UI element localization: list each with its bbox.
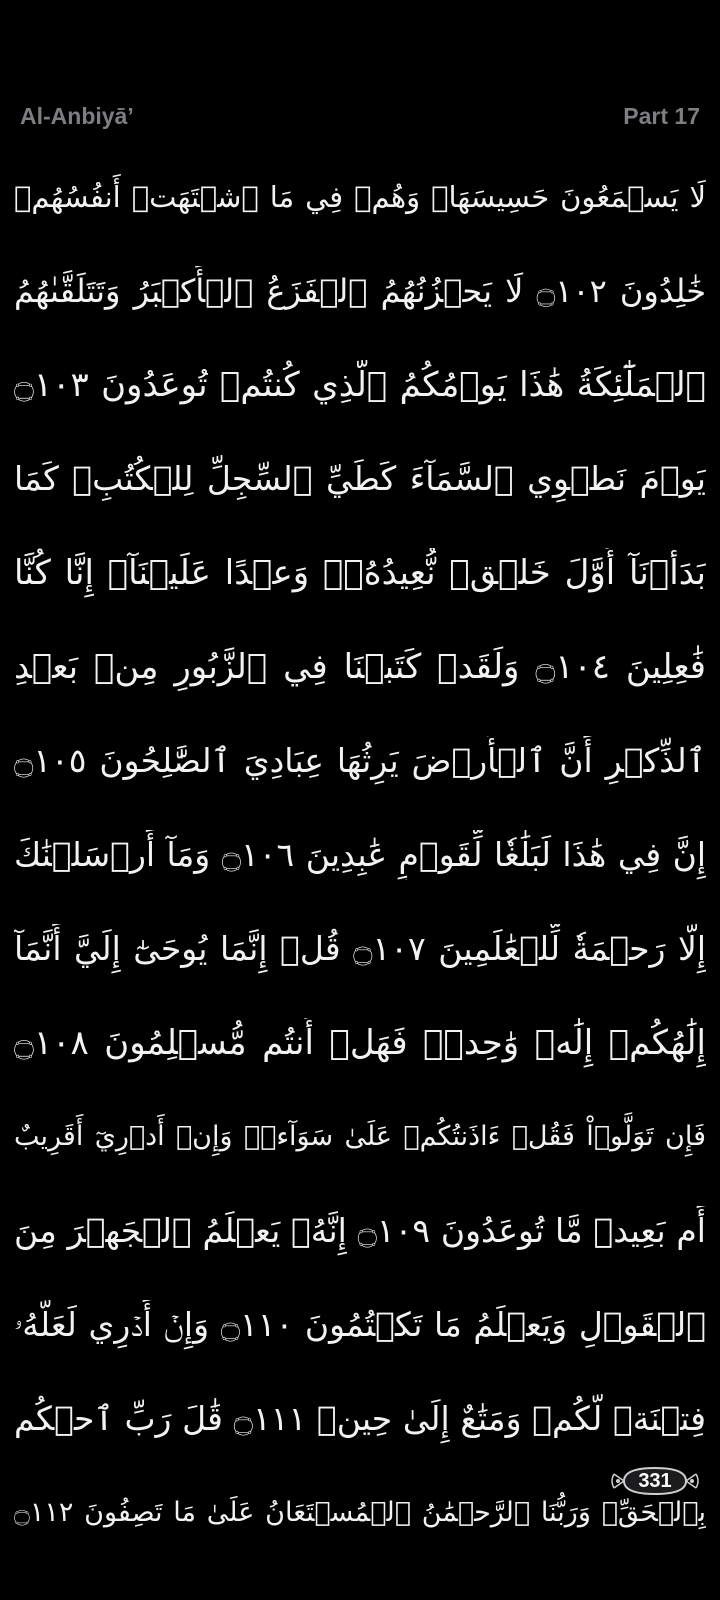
text-line [14, 620, 706, 714]
line-text: إِلَّا رَحۡمَةٗ لِّلۡعَٰلَمِينَ ۝١٠٧ قُلۡ إِنَّمَا يُوحَىٰٓ إِلَيَّ أَنَّمَآ [14, 929, 706, 968]
page-number: 331 [638, 1470, 672, 1492]
line-text: لَا يَسۡمَعُونَ حَسِيسَهَاۖ وَهُمۡ فِي مَا ٱشۡتَهَتۡ أَنفُسُهُمۡ [14, 180, 706, 214]
text-line [14, 244, 706, 338]
surah-name: Al-Anbiyā’ [20, 102, 134, 129]
text-line [14, 1184, 706, 1278]
part-label: Part 17 [623, 102, 700, 129]
line-text: إِنَّ فِي هَٰذَا لَبَلَٰغٗا لِّقَوۡمٍ عَٰبِدِينَ ۝١٠٦ وَمَآ أَرۡسَلۡنَٰكَ [14, 835, 706, 874]
line-text: يَوۡمَ نَطۡوِي ٱلسَّمَآءَ كَطَيِّ ٱلسِّجِلِّ لِلۡكُتُبِۚ كَمَا [14, 459, 706, 498]
text-line [14, 902, 706, 996]
text-line [14, 1466, 706, 1560]
quran-text [14, 150, 706, 1560]
text-line [14, 150, 706, 244]
text-line [14, 526, 706, 620]
text-line [14, 996, 706, 1090]
text-line [14, 338, 706, 432]
text-line [14, 1090, 706, 1184]
line-text: ٱلۡمَلَٰٓئِكَةُ هَٰذَا يَوۡمُكُمُ ٱلَّذِي كُنتُمۡ تُوعَدُونَ ۝١٠٣ [14, 365, 706, 405]
line-text: خَٰلِدُونَ ۝١٠٢ لَا يَحۡزُنُهُمُ ٱلۡفَزَعُ ٱلۡأَكۡبَرُ وَتَتَلَقَّىٰهُمُ [14, 272, 706, 310]
text-line [14, 432, 706, 526]
line-text: إِلَٰهُكُمۡ إِلَٰهٞ وَٰحِدٞۖ فَهَلۡ أَنتُم مُّسۡلِمُونَ ۝١٠٨ [14, 1023, 706, 1063]
text-line [14, 808, 706, 902]
line-text: بِٱلۡحَقِّۗ وَرَبُّنَا ٱلرَّحۡمَٰنُ ٱلۡمُسۡتَعَانُ عَلَىٰ مَا تَصِفُونَ ۝١١٢ [14, 1497, 706, 1528]
line-text: فِتۡنَةٞ لَّكُمۡ وَمَتَٰعٌ إِلَىٰ حِينٖ ۝١١١ قَٰلَ رَبِّ ٱحۡكُم [14, 1399, 706, 1438]
line-text: ٱلۡقَوۡلِ وَيَعۡلَمُ مَا تَكۡتُمُونَ ۝١١٠ وَإِنۡ أَدۡرِي لَعَلَّهُۥ [14, 1305, 706, 1344]
text-line [14, 714, 706, 808]
line-text: فَٰعِلِينَ ۝١٠٤ وَلَقَدۡ كَتَبۡنَا فِي ٱلزَّبُورِ مِنۢ بَعۡدِ [14, 647, 706, 687]
line-text: فَإِن تَوَلَّوۡاْ فَقُلۡ ءَاذَنتُكُمۡ عَلَىٰ سَوَآءٖۖ وَإِنۡ أَدۡرِيٓ أَقَرِيبٌ [14, 1121, 706, 1152]
line-text: بَدَأۡنَآ أَوَّلَ خَلۡقٖ نُّعِيدُهُۥۚ وَعۡدًا عَلَيۡنَآۚ إِنَّا كُنَّا [14, 553, 706, 593]
text-line [14, 1278, 706, 1372]
line-text: أَم بَعِيدٞ مَّا تُوعَدُونَ ۝١٠٩ إِنَّهُۥ يَعۡلَمُ ٱلۡجَهۡرَ مِنَ [14, 1211, 706, 1250]
page-number-badge [610, 1462, 700, 1500]
page-header [20, 96, 700, 136]
line-text: ٱلذِّكۡرِ أَنَّ ٱلۡأَرۡضَ يَرِثُهَا عِبَادِيَ ٱلصَّٰلِحُونَ ۝١٠٥ [14, 741, 706, 780]
text-line [14, 1372, 706, 1466]
